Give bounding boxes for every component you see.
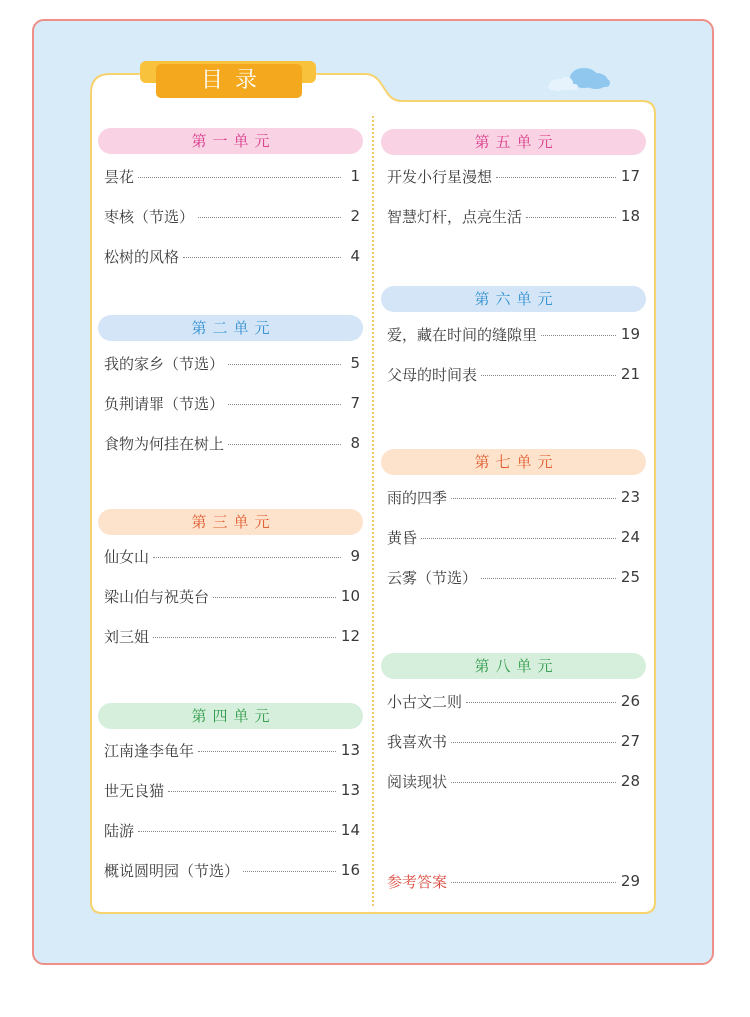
toc-entry-title: 世无良猫 <box>104 781 165 800</box>
toc-entry-title: 云雾（节选） <box>387 568 478 587</box>
toc-entry-title: 负荆请罪（节选） <box>104 394 225 413</box>
dot-leader <box>198 751 336 752</box>
dot-leader <box>138 177 341 178</box>
dot-leader <box>496 177 616 178</box>
toc-entry-title: 食物为何挂在树上 <box>104 434 225 453</box>
dot-leader <box>451 782 616 783</box>
unit-heading: 第三单元 <box>98 509 363 535</box>
toc-entry-page: 17 <box>620 167 640 185</box>
dot-leader <box>481 375 616 376</box>
dot-leader <box>198 217 341 218</box>
toc-entry-title: 黄昏 <box>387 528 418 547</box>
toc-entry-page: 24 <box>620 528 640 546</box>
dot-leader <box>228 404 341 405</box>
toc-entry-page: 10 <box>340 587 360 605</box>
toc-entry-page: 18 <box>620 207 640 225</box>
toc-entry-title: 梁山伯与祝英台 <box>104 587 210 606</box>
toc-entry[interactable] <box>104 432 360 454</box>
dot-leader <box>153 557 341 558</box>
toc-entry-title: 枣核（节选） <box>104 207 195 226</box>
toc-entry[interactable] <box>104 819 360 841</box>
page-title: 目录 <box>200 68 269 93</box>
toc-entry-title: 陆游 <box>104 821 135 840</box>
dot-leader <box>451 742 616 743</box>
toc-entry-page: 5 <box>350 354 360 372</box>
toc-entry-title: 我喜欢书 <box>387 732 448 751</box>
toc-entry[interactable] <box>387 363 640 385</box>
toc-entry-page: 25 <box>620 568 640 586</box>
column-divider <box>372 116 374 906</box>
dot-leader <box>213 597 336 598</box>
dot-leader <box>451 882 616 883</box>
unit-heading: 第一单元 <box>98 128 363 154</box>
toc-entry-title: 参考答案 <box>387 872 448 891</box>
toc-entry-title: 松树的风格 <box>104 247 180 266</box>
toc-entry[interactable] <box>387 165 640 187</box>
toc-entry-title: 仙女山 <box>104 547 150 566</box>
toc-entry-title: 我的家乡（节选） <box>104 354 225 373</box>
toc-entry-title: 昙花 <box>104 167 135 186</box>
toc-entry[interactable] <box>104 245 360 267</box>
toc-entry[interactable] <box>387 770 640 792</box>
toc-entry-title: 开发小行星漫想 <box>387 167 493 186</box>
toc-entry[interactable] <box>387 205 640 227</box>
toc-entry[interactable] <box>387 323 640 345</box>
dot-leader <box>243 871 336 872</box>
toc-entry-title: 智慧灯杆，点亮生活 <box>387 207 523 226</box>
toc-entry-page: 21 <box>620 365 640 383</box>
toc-entry[interactable] <box>104 205 360 227</box>
cloud-icon <box>538 60 614 94</box>
toc-entry-title: 概说圆明园（节选） <box>104 861 240 880</box>
dot-leader <box>541 335 616 336</box>
toc-entry[interactable] <box>104 352 360 374</box>
toc-entry-page: 2 <box>350 207 360 225</box>
toc-entry-page: 13 <box>340 781 360 799</box>
toc-entry-page: 23 <box>620 488 640 506</box>
toc-entry[interactable] <box>104 625 360 647</box>
toc-entry-page: 19 <box>620 325 640 343</box>
dot-leader <box>421 538 616 539</box>
toc-entry-page: 16 <box>340 861 360 879</box>
toc-entry[interactable] <box>387 486 640 508</box>
toc-entry-page: 13 <box>340 741 360 759</box>
dot-leader <box>138 831 336 832</box>
toc-entry[interactable] <box>387 870 640 892</box>
dot-leader <box>466 702 616 703</box>
toc-entry-page: 27 <box>620 732 640 750</box>
toc-entry-title: 江南逢李龟年 <box>104 741 195 760</box>
toc-entry-page: 7 <box>350 394 360 412</box>
dot-leader <box>228 364 341 365</box>
dot-leader <box>451 498 616 499</box>
unit-heading: 第七单元 <box>381 449 646 475</box>
toc-entry-page: 26 <box>620 692 640 710</box>
toc-entry-title: 小古文二则 <box>387 692 463 711</box>
toc-entry[interactable] <box>104 392 360 414</box>
unit-heading: 第四单元 <box>98 703 363 729</box>
toc-entry[interactable] <box>387 730 640 752</box>
toc-entry-page: 4 <box>350 247 360 265</box>
toc-entry[interactable] <box>104 739 360 761</box>
toc-entry-title: 阅读现状 <box>387 772 448 791</box>
toc-entry[interactable] <box>104 779 360 801</box>
dot-leader <box>183 257 341 258</box>
dot-leader <box>526 217 616 218</box>
toc-entry[interactable] <box>104 165 360 187</box>
dot-leader <box>481 578 616 579</box>
toc-entry-title: 父母的时间表 <box>387 365 478 384</box>
dot-leader <box>168 791 336 792</box>
unit-heading: 第六单元 <box>381 286 646 312</box>
toc-entry-page: 1 <box>350 167 360 185</box>
toc-entry[interactable] <box>387 690 640 712</box>
toc-entry[interactable] <box>104 545 360 567</box>
toc-entry[interactable] <box>387 566 640 588</box>
toc-entry-page: 28 <box>620 772 640 790</box>
toc-entry-title: 雨的四季 <box>387 488 448 507</box>
toc-entry-page: 12 <box>340 627 360 645</box>
unit-heading: 第八单元 <box>381 653 646 679</box>
toc-entry-page: 8 <box>350 434 360 452</box>
unit-heading: 第五单元 <box>381 129 646 155</box>
unit-heading: 第二单元 <box>98 315 363 341</box>
dot-leader <box>228 444 341 445</box>
toc-entry-page: 29 <box>620 872 640 890</box>
toc-entry-title: 刘三姐 <box>104 627 150 646</box>
toc-entry-page: 14 <box>340 821 360 839</box>
toc-entry[interactable] <box>104 585 360 607</box>
toc-entry[interactable] <box>387 526 640 548</box>
toc-entry-page: 9 <box>350 547 360 565</box>
toc-entry-title: 爱，藏在时间的缝隙里 <box>387 325 538 344</box>
dot-leader <box>153 637 336 638</box>
toc-entry[interactable] <box>104 859 360 881</box>
